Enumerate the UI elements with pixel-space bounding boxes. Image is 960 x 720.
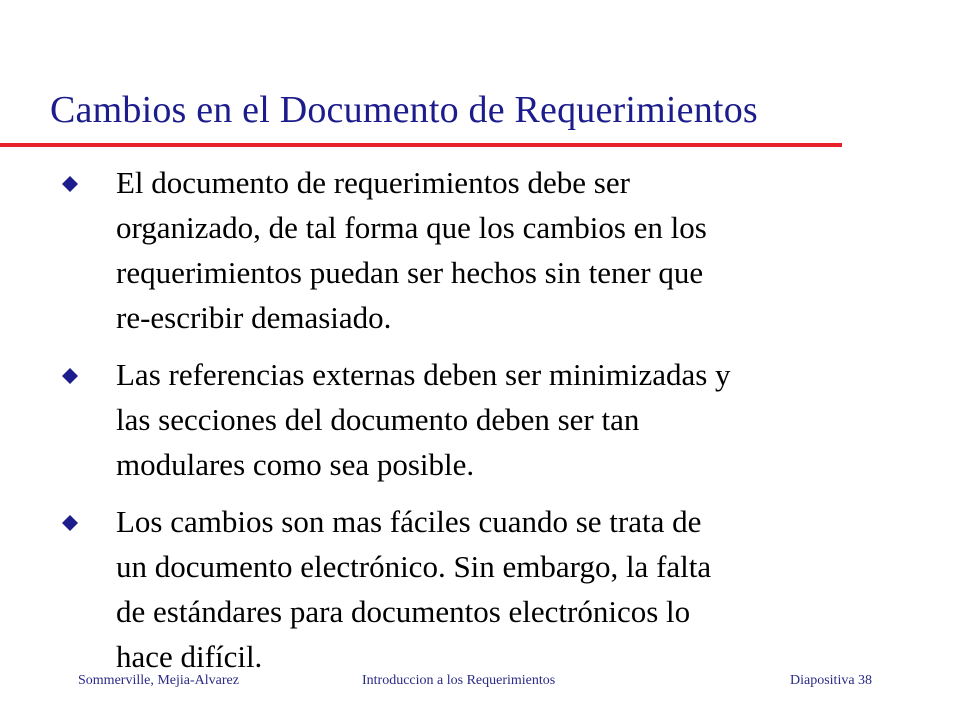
title-underline bbox=[0, 143, 842, 147]
bullet-line: requerimientos puedan ser hechos sin tener que bbox=[116, 255, 704, 290]
bullet-list bbox=[62, 160, 862, 691]
footer-course: Introduccion a los Requerimientos bbox=[362, 673, 556, 688]
diamond-bullet-icon bbox=[62, 368, 78, 384]
diamond-bullet-icon bbox=[62, 176, 78, 192]
bullet-line: Las referencias externas deben ser minimizadas y bbox=[116, 357, 731, 392]
bullet-line: organizado, de tal forma que los cambios en los bbox=[116, 210, 707, 245]
bullet-line: El documento de requerimientos debe ser bbox=[116, 165, 630, 200]
bullet-item bbox=[62, 160, 862, 340]
bullet-line: modulares como sea posible. bbox=[116, 447, 475, 482]
bullet-item bbox=[62, 499, 862, 679]
slide-title: Cambios en el Documento de Requerimientos bbox=[50, 89, 758, 131]
footer-authors: Sommerville, Mejia-Alvarez bbox=[78, 673, 239, 688]
bullet-item bbox=[62, 352, 862, 487]
bullet-line: hace difícil. bbox=[116, 639, 263, 674]
bullet-line: re-escribir demasiado. bbox=[116, 300, 392, 335]
diamond-bullet-icon bbox=[62, 515, 78, 531]
bullet-line: Los cambios son mas fáciles cuando se trata de bbox=[116, 504, 702, 539]
bullet-line: las secciones del documento deben ser tan bbox=[116, 402, 640, 437]
footer-slide-number: Diapositiva 38 bbox=[790, 673, 873, 688]
bullet-line: de estándares para documentos electrónicos lo bbox=[116, 594, 691, 629]
bullet-line: un documento electrónico. Sin embargo, la falta bbox=[116, 549, 712, 584]
